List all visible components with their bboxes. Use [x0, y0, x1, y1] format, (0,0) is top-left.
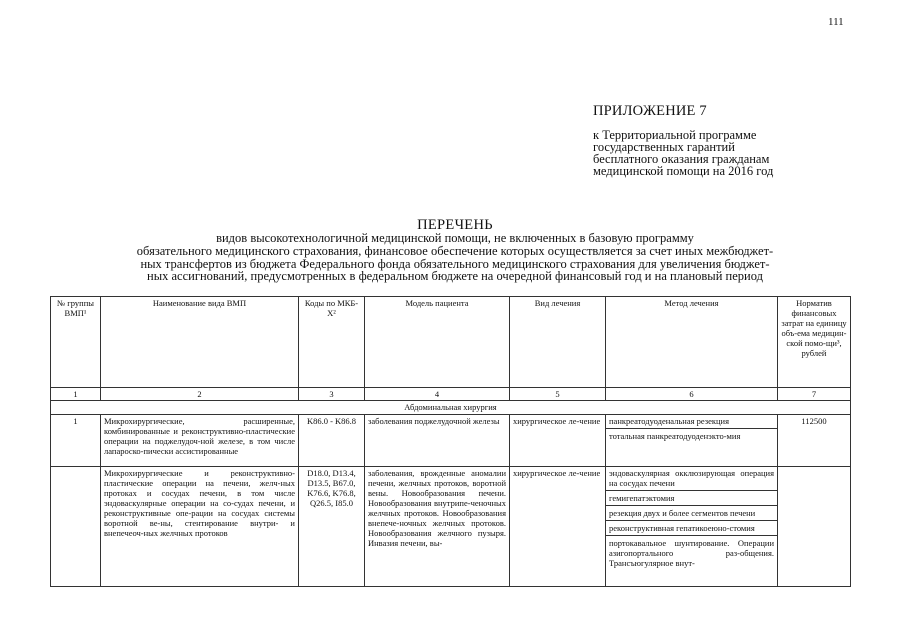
column-number: 1 [51, 388, 101, 401]
method-item: панкреатодуоденальная резекция [606, 416, 777, 429]
appendix-block [593, 103, 893, 177]
cell-group: 1 [51, 415, 101, 467]
cell-norm: 112500 [778, 415, 851, 467]
cell-name: Микрохирургические, расширенные, комбинированные и реконструктивно-пластические операции на поджелудоч-ной железе, в том числе лапароско-пически ассистированные [101, 415, 299, 467]
column-number: 2 [101, 388, 299, 401]
header-codes: Коды по МКБ-X² [299, 297, 365, 388]
document-title: ПЕРЕЧЕНЬ [417, 217, 493, 233]
column-number: 4 [365, 388, 510, 401]
table-row [51, 415, 851, 467]
appendix-line: к Территориальной программе [593, 128, 757, 142]
document-heading [40, 218, 870, 283]
cell-codes: D18.0, D13.4, D13.5, B67.0, K76.6, K76.8, Q26.5, I85.0 [299, 467, 365, 587]
section-row [51, 401, 851, 415]
column-number: 6 [606, 388, 778, 401]
heading-line: видов высокотехнологичной медицинской помощи, не включенных в базовую программу [216, 231, 694, 245]
cell-methods [606, 467, 778, 587]
method-item: портокавальное шунтирование. Операции азигопортального раз-общения. Трансъюгулярное внут- [609, 538, 774, 568]
cell-treatment: хирургическое ле-чение [510, 467, 606, 587]
column-number-row [51, 388, 851, 401]
page-number: 111 [828, 16, 844, 28]
method-item: гемигепатэктомия [606, 493, 777, 506]
cell-norm [778, 467, 851, 587]
vmp-table [50, 296, 851, 587]
method-item: реконструктивная гепатикоеюно-стомия [606, 523, 777, 536]
appendix-line: бесплатного оказания гражданам [593, 152, 770, 166]
header-group: № группы ВМП¹ [51, 297, 101, 388]
heading-line: обязательного медицинского страхования, финансовое обеспечение которых осуществляется за счет иных межбюджет- [136, 243, 774, 258]
header-model: Модель пациента [365, 297, 510, 388]
header-method: Метод лечения [606, 297, 778, 388]
appendix-line: государственных гарантий [593, 140, 735, 154]
header-name: Наименование вида ВМП [101, 297, 299, 388]
table-row [51, 467, 851, 587]
section-title: Абдоминальная хирургия [51, 401, 851, 415]
method-item: тотальная панкреатодуоденэкто-мия [609, 431, 741, 441]
appendix-title: ПРИЛОЖЕНИЕ 7 [593, 103, 707, 119]
cell-methods [606, 415, 778, 467]
column-number: 3 [299, 388, 365, 401]
heading-line: ных трансфертов из бюджета Федерального фонда обязательного медицинского страхования для увеличения бюджет- [140, 256, 770, 271]
method-item: эндоваскулярная окклюзирующая операция на сосудах печени [606, 468, 777, 491]
header-norm: Норматив финансовых затрат на единицу объ-ема медицин-ской помо-щи³, рублей [778, 297, 851, 388]
cell-codes: K86.0 - K86.8 [299, 415, 365, 467]
heading-line: ных ассигнований, предусмотренных в федеральном бюджете на очередной финансовый год и на плановый период [147, 269, 763, 284]
appendix-line: медицинской помощи на 2016 год [593, 164, 774, 178]
cell-group [51, 467, 101, 587]
column-number: 5 [510, 388, 606, 401]
cell-model: заболевания, врожденные аномалии печени, желчных протоков, воротной вены. Новообразования печени. Новообразования внутрипе-ченочных желчных протоков. Новообразования внепече-ночных желчных протоков. Новообразования желчного пузыря. Инвазия печени, вы- [365, 467, 510, 587]
header-treatment: Вид лечения [510, 297, 606, 388]
column-number: 7 [778, 388, 851, 401]
cell-treatment: хирургическое ле-чение [510, 415, 606, 467]
method-item: резекция двух и более сегментов печени [606, 508, 777, 521]
table-header-row [51, 297, 851, 388]
cell-model: заболевания поджелудочной железы [365, 415, 510, 467]
cell-name: Микрохирургические и реконструктивно-пластические операции на печени, желч-ных протоках и сосудах печени, в том числе эндоваскулярные операции на со-судах печени, и реконструктивные опе-рации на сосудах системы воротной ве-ны, стентирование внутри- и внепечеоч-ных желчных протоков [101, 467, 299, 587]
